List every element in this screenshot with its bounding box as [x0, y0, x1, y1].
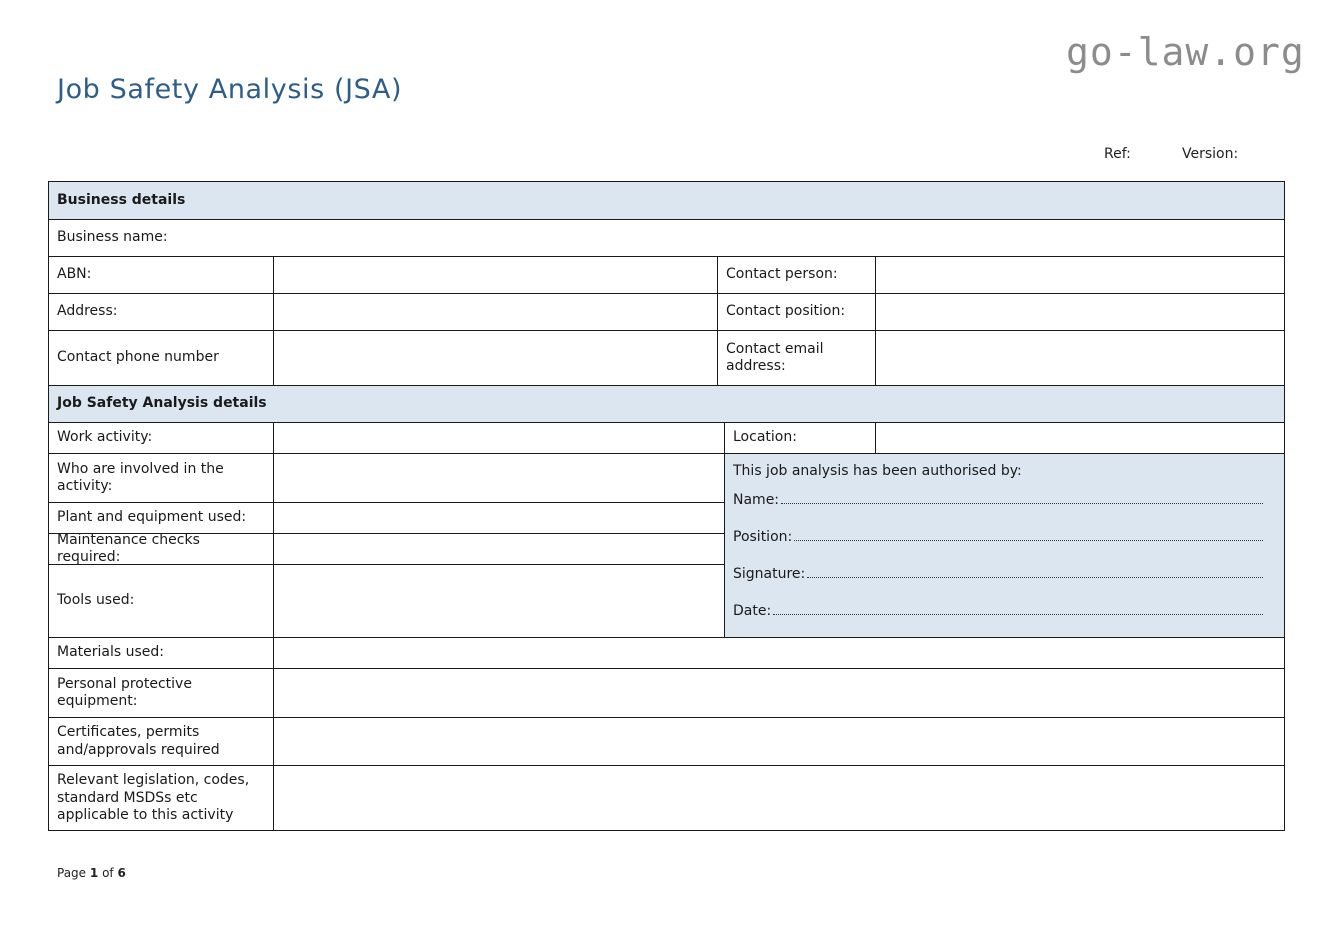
business-name-field[interactable] — [48, 219, 1285, 256]
tools-label: Tools used: — [48, 564, 273, 637]
tools-field[interactable] — [273, 564, 724, 637]
contact-phone-field[interactable] — [273, 330, 717, 385]
plant-equipment-field[interactable] — [273, 502, 724, 533]
work-activity-label: Work activity: — [48, 422, 273, 453]
dotted-line — [807, 576, 1263, 578]
contact-phone-label: Contact phone number — [48, 330, 273, 385]
address-label: Address: — [48, 293, 273, 330]
authorised-position-line[interactable] — [733, 527, 1263, 545]
contact-email-label: Contact email address: — [717, 330, 875, 385]
involved-label: Who are involved in the activity: — [48, 453, 273, 502]
dotted-line — [794, 539, 1263, 541]
business-details-header: Business details — [48, 181, 1285, 219]
authorised-date-label: Date: — [733, 603, 772, 619]
maintenance-checks-field[interactable] — [273, 533, 724, 564]
business-name-label: Business name: — [57, 229, 168, 246]
abn-field[interactable] — [273, 256, 717, 293]
page-total: 6 — [117, 866, 126, 880]
work-activity-field[interactable] — [273, 422, 724, 453]
jsa-form-table — [48, 181, 1285, 831]
authorised-position-label: Position: — [733, 529, 793, 545]
location-field[interactable] — [875, 422, 1285, 453]
certificates-field[interactable] — [273, 717, 1285, 765]
address-field[interactable] — [273, 293, 717, 330]
certificates-label: Certificates, permits and/approvals required — [48, 717, 273, 765]
authorised-signature-label: Signature: — [733, 566, 806, 582]
authorised-signature-line[interactable] — [733, 564, 1263, 582]
authorised-date-line[interactable] — [733, 601, 1263, 619]
materials-label: Materials used: — [48, 637, 273, 668]
jsa-details-header: Job Safety Analysis details — [48, 385, 1285, 422]
contact-person-label: Contact person: — [717, 256, 875, 293]
of-word: of — [102, 866, 114, 880]
contact-person-field[interactable] — [875, 256, 1285, 293]
location-label: Location: — [724, 422, 875, 453]
legislation-field[interactable] — [273, 765, 1285, 831]
ref-label: Ref: — [1104, 146, 1131, 162]
authorisation-panel — [724, 453, 1285, 637]
page-title: Job Safety Analysis (JSA) — [57, 74, 403, 105]
page-current: 1 — [89, 866, 99, 880]
authorisation-intro: This job analysis has been authorised by: — [733, 463, 1022, 479]
legislation-label: Relevant legislation, codes, standard MSDSs etc applicable to this activity — [48, 765, 273, 831]
dotted-line — [781, 502, 1263, 504]
dotted-line — [773, 613, 1263, 615]
ppe-label: Personal protective equipment: — [48, 668, 273, 717]
ppe-field[interactable] — [273, 668, 1285, 717]
version-label: Version: — [1182, 146, 1239, 162]
contact-position-label: Contact position: — [717, 293, 875, 330]
contact-email-field[interactable] — [875, 330, 1285, 385]
page-number — [57, 866, 126, 880]
authorised-name-label: Name: — [733, 492, 780, 508]
plant-equipment-label: Plant and equipment used: — [48, 502, 273, 533]
materials-field[interactable] — [273, 637, 1285, 668]
maintenance-checks-label: Maintenance checks required: — [48, 533, 273, 564]
abn-label: ABN: — [48, 256, 273, 293]
page-word: Page — [57, 866, 87, 880]
watermark-logo: go-law.org — [1066, 30, 1305, 74]
authorised-name-line[interactable] — [733, 490, 1263, 508]
contact-position-field[interactable] — [875, 293, 1285, 330]
involved-field[interactable] — [273, 453, 724, 502]
